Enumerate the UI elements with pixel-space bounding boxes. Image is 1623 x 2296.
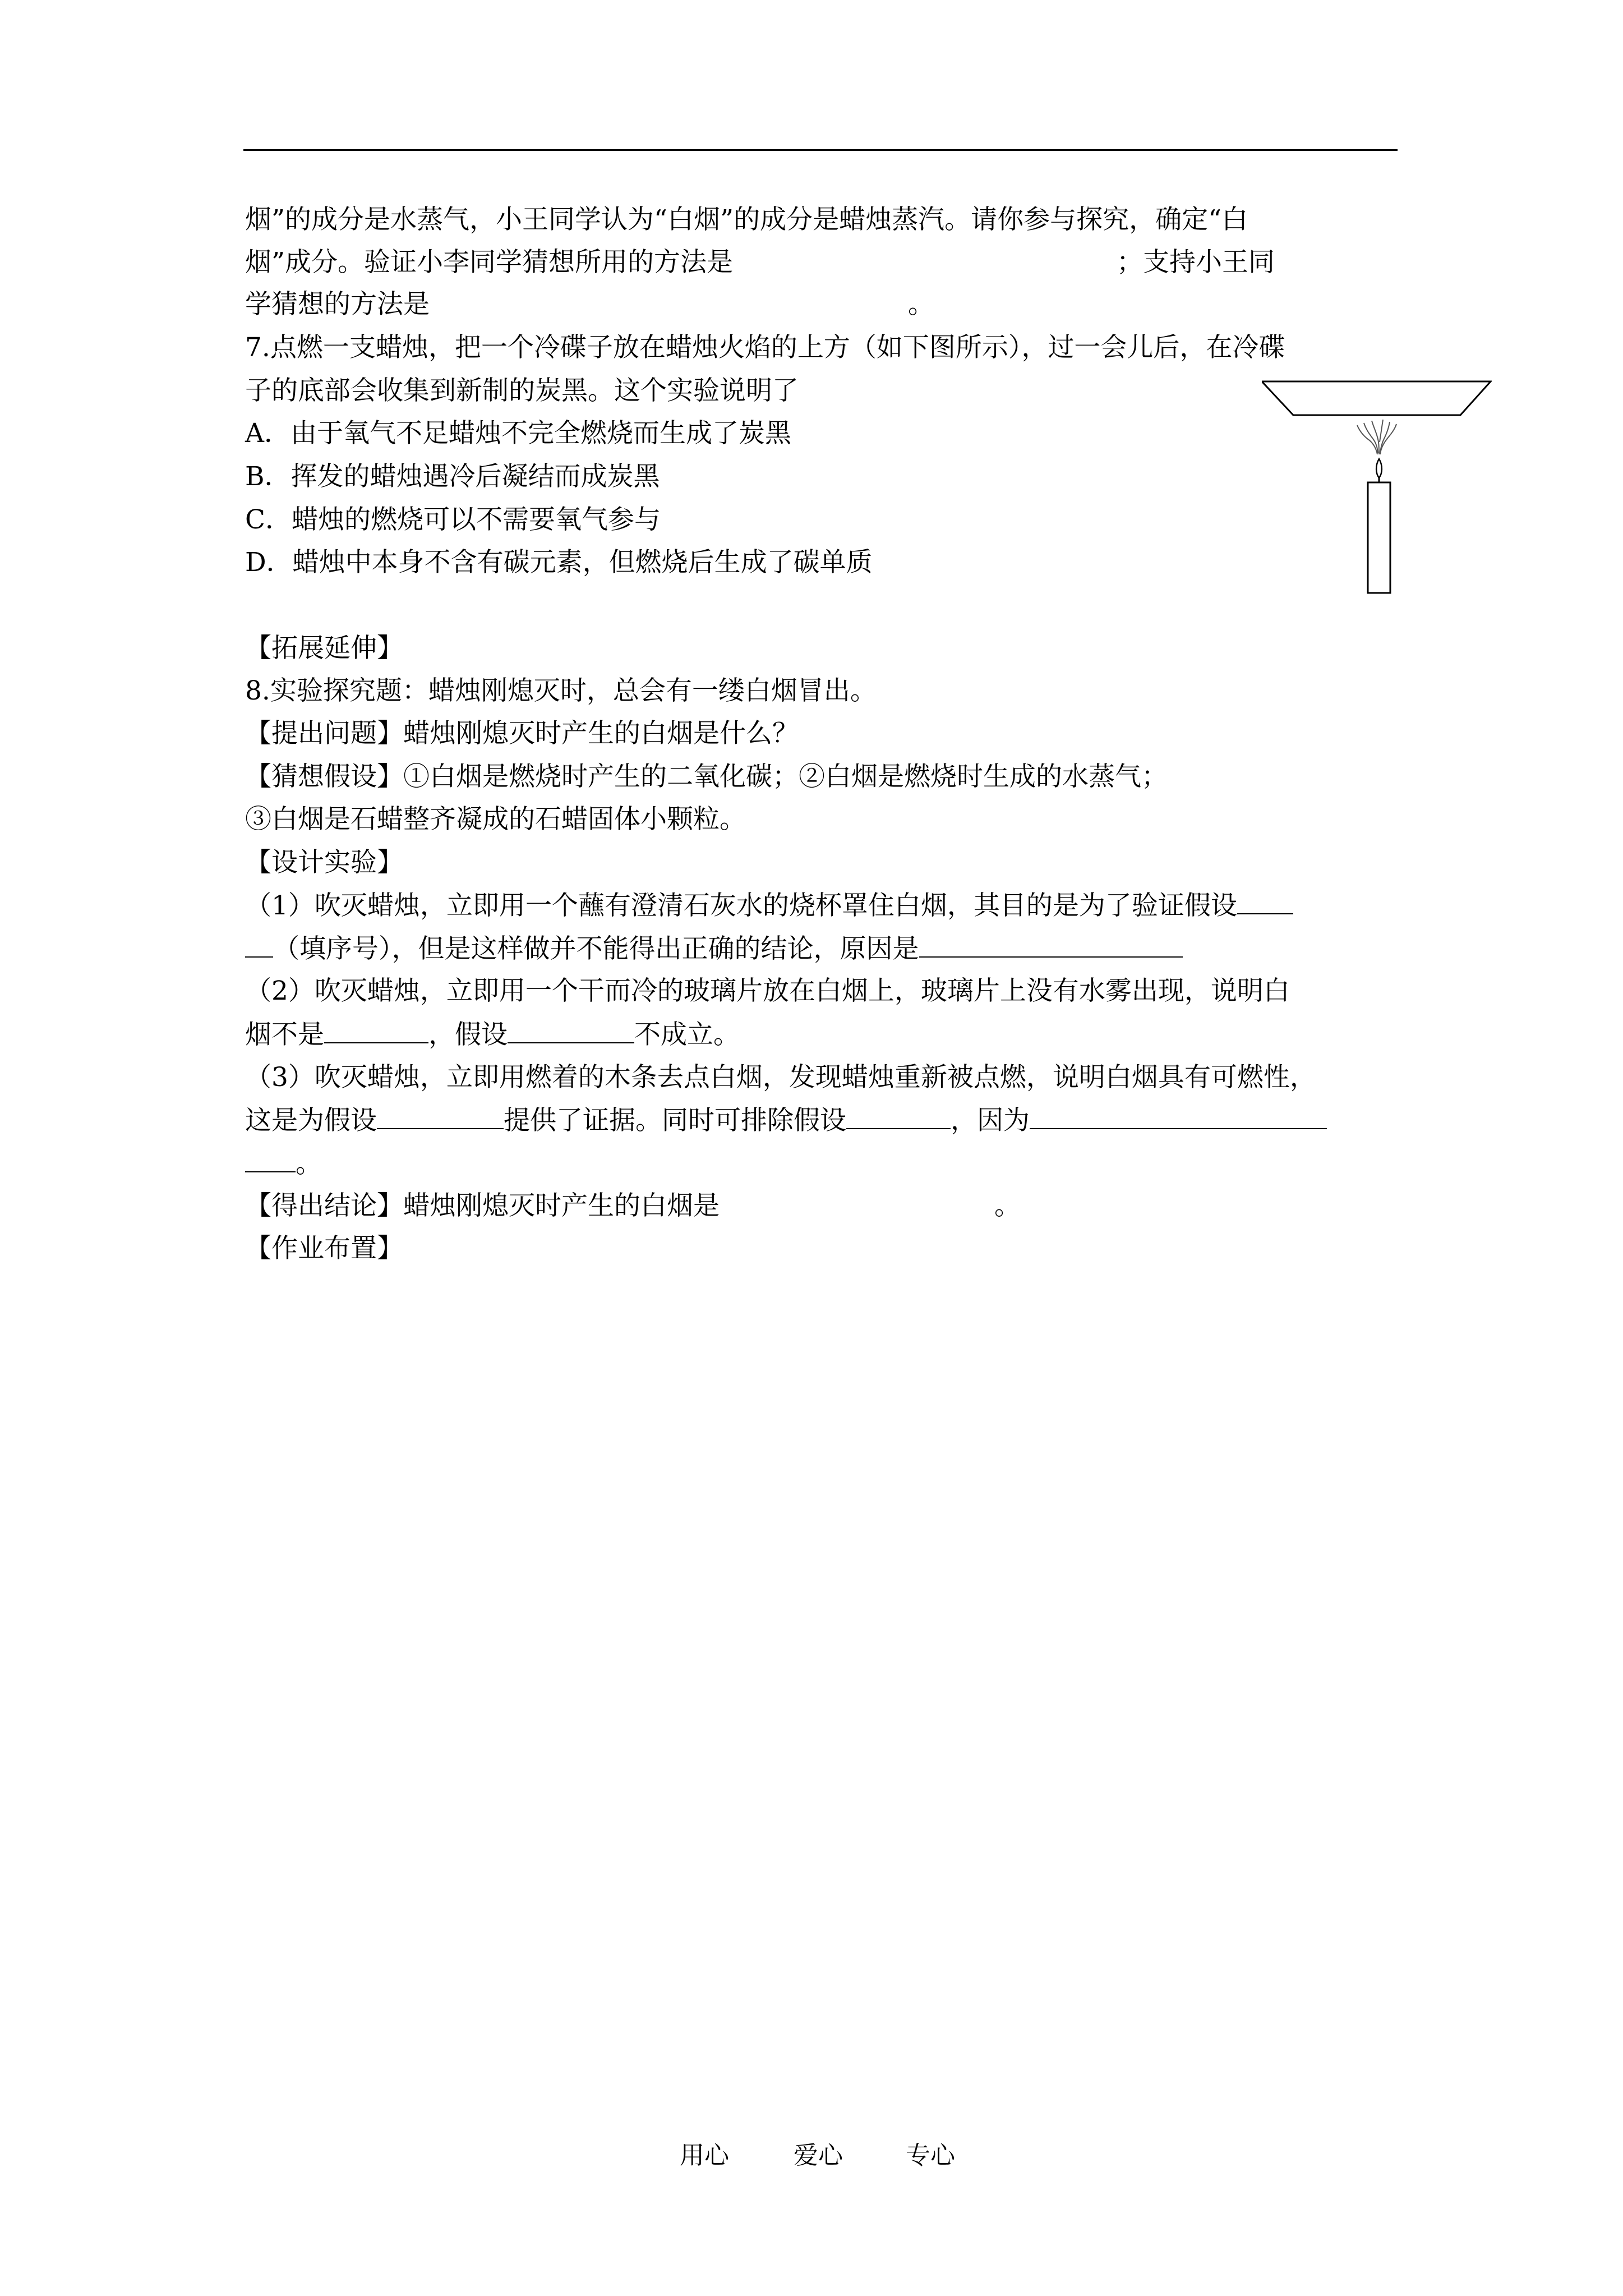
candle-plate-figure xyxy=(1262,376,1492,600)
hypothesis-line-2: ③白烟是石蜡整齐凝成的石蜡固体小颗粒。 xyxy=(245,804,746,835)
experiment-2-line-1: （2）吹灭蜡烛，立即用一个干而冷的玻璃片放在白烟上，玻璃片上没有水雾出现，说明白 xyxy=(245,976,1290,1006)
text-line-2-end: ；支持小王同 xyxy=(1117,247,1275,278)
text-line-1: 烟”的成分是水蒸气，小王同学认为“白烟”的成分是蜡烛蒸汽。请你参与探究，确定“白 xyxy=(245,204,1248,235)
smoke-wisps xyxy=(1357,420,1396,454)
conclusion xyxy=(245,1189,1021,1223)
design-heading: 【设计实验】 xyxy=(245,847,403,878)
option-b: B．挥发的蜡烛遇冷后凝结而成炭黑 xyxy=(245,461,660,492)
answer-blank[interactable] xyxy=(377,1103,504,1129)
text-line-3 xyxy=(245,288,934,321)
header-rule xyxy=(243,149,1398,151)
text-line-2 xyxy=(245,246,1275,279)
experiment-1-line-1 xyxy=(245,889,1293,922)
experiment-1-text-2: （填序号），但是这样做并不能得出正确的结论，原因是 xyxy=(273,933,919,964)
answer-blank[interactable] xyxy=(324,1018,428,1043)
answer-blank[interactable] xyxy=(846,1103,951,1129)
option-c: C．蜡烛的燃烧可以不需要氧气参与 xyxy=(245,504,661,535)
answer-blank[interactable] xyxy=(919,932,1183,958)
text-line-3-start: 学猜想的方法是 xyxy=(245,289,430,320)
answer-blank[interactable] xyxy=(245,1147,296,1172)
answer-blank[interactable] xyxy=(1237,889,1293,914)
section-extend-heading: 【拓展延伸】 xyxy=(245,633,403,664)
problem-statement: 【提出问题】蜡烛刚熄灭时产生的白烟是什么？ xyxy=(245,718,799,749)
option-d: D．蜡烛中本身不含有碳元素，但燃烧后生成了碳单质 xyxy=(245,547,873,578)
homework-heading: 【作业布置】 xyxy=(245,1233,403,1264)
question-7-line-2: 子的底部会收集到新制的炭黑。这个实验说明了 xyxy=(245,375,799,406)
text-line-2-start: 烟”成分。验证小李同学猜想所用的方法是 xyxy=(245,247,734,278)
question-8: 8.实验探究题：蜡烛刚熄灭时，总会有一缕白烟冒出。 xyxy=(245,675,877,706)
experiment-2-text-b: ，假设 xyxy=(428,1019,508,1050)
experiment-1-line-2 xyxy=(245,932,1183,965)
experiment-1-text: （1）吹灭蜡烛，立即用一个蘸有澄清石灰水的烧杯罩住白烟，其目的是为了验证假设 xyxy=(245,890,1237,921)
conclusion-end: 。 xyxy=(994,1190,1021,1221)
conclusion-text: 【得出结论】蜡烛刚熄灭时产生的白烟是 xyxy=(245,1190,720,1221)
answer-blank[interactable] xyxy=(245,932,273,958)
experiment-3-line-1: （3）吹灭蜡烛，立即用燃着的木条去点白烟，发现蜡烛重新被点燃，说明白烟具有可燃性， xyxy=(245,1062,1316,1093)
footer-right: 专心 xyxy=(906,2141,955,2170)
hypothesis-line-1: 【猜想假设】①白烟是燃烧时产生的二氧化碳；②白烟是燃烧时生成的水蒸气； xyxy=(245,761,1168,792)
answer-blank[interactable] xyxy=(508,1018,634,1043)
experiment-2-text-c: 不成立。 xyxy=(634,1019,740,1050)
answer-blank[interactable] xyxy=(1030,1103,1327,1129)
footer-middle: 爱心 xyxy=(794,2141,843,2170)
experiment-3-line-3 xyxy=(245,1147,322,1180)
question-7-line-1: 7.点燃一支蜡烛，把一个冷碟子放在蜡烛火焰的上方（如下图所示），过一会儿后，在冷碟 xyxy=(245,332,1285,363)
experiment-3-text-b: 提供了证据。同时可排除假设 xyxy=(504,1105,846,1136)
experiment-2-text-a: 烟不是 xyxy=(245,1019,324,1050)
flame-shape xyxy=(1376,459,1382,478)
text-line-3-end: 。 xyxy=(908,289,934,320)
experiment-3-text-a: 这是为假设 xyxy=(245,1105,377,1136)
experiment-3-line-2 xyxy=(245,1103,1327,1137)
experiment-2-line-2 xyxy=(245,1018,740,1051)
option-a: A．由于氧气不足蜡烛不完全燃烧而生成了炭黑 xyxy=(245,418,791,449)
experiment-3-text-c: ，因为 xyxy=(951,1105,1030,1136)
experiment-3-end: 。 xyxy=(296,1148,322,1179)
candle-body xyxy=(1368,482,1390,593)
cold-plate-shape xyxy=(1262,381,1491,415)
footer-left: 用心 xyxy=(680,2141,729,2170)
